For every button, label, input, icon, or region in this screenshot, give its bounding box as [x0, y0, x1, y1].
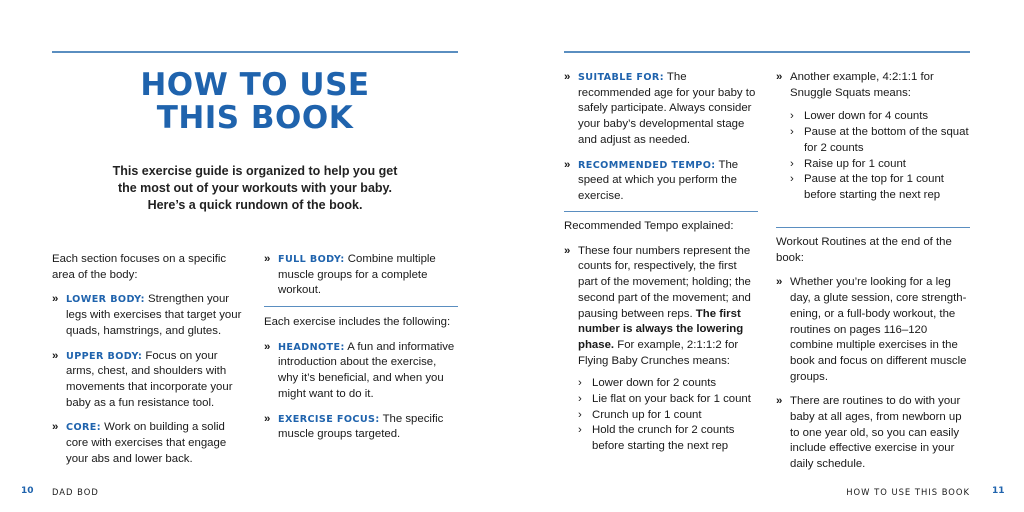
sections-intro: Each section focuses on a specific area of the body:	[52, 253, 227, 281]
section-item-core	[52, 420, 248, 467]
chevron-right-icon: ›	[790, 173, 794, 186]
page-number-right: 11	[992, 486, 1005, 496]
right-column-a-lower	[564, 219, 756, 455]
example2-step	[790, 157, 970, 173]
tempo-step	[578, 423, 756, 454]
right-column-b	[776, 70, 970, 204]
routines-heading: Workout Routines at the end of the book:	[776, 236, 952, 264]
example2-step	[790, 109, 970, 125]
bullet-icon: »	[564, 71, 571, 83]
example2-text: Another example, 4:2:1:1 for Snuggle Squats means:	[790, 71, 934, 99]
chevron-right-icon: ›	[790, 157, 794, 170]
divider-rule	[776, 227, 970, 228]
item-label: CORE:	[66, 422, 101, 434]
step-text: Pause at the bottom of the squat for 2 counts	[804, 126, 969, 154]
intro-paragraph: This exercise guide is organized to help you get the most out of your workouts with your baby. Here’s a quick rundown of the book.	[112, 164, 398, 212]
item-text: There are routines to do with your baby at all ages, from newborn up to one year old, so you can easily include effective exercise in your daily schedule.	[790, 395, 962, 471]
item-label: SUITABLE FOR:	[578, 72, 664, 83]
section-item-full-body	[264, 252, 458, 299]
item-text: Combine multiple muscle groups for a complete workout.	[278, 253, 436, 297]
item-text: Whether you’re looking for a leg day, a glute session, core strengthening, or a full-body workout, the routines on pages 116–120 combine multiple exercises in the book and focus on different muscle groups.	[790, 276, 967, 383]
bullet-icon: »	[264, 253, 271, 265]
chevron-right-icon: ›	[790, 110, 794, 123]
right-column-b-lower	[776, 235, 970, 482]
item-text: Strengthen your legs with exercises that target your quads, hamstrings, and glutes.	[66, 293, 242, 337]
example2-step	[790, 125, 970, 156]
chevron-right-icon: ›	[790, 126, 794, 139]
divider-rule	[264, 306, 458, 307]
chevron-right-icon: ›	[578, 377, 582, 390]
step-text: Lower down for 2 counts	[592, 377, 717, 390]
exercise-item-suitable-for	[564, 70, 756, 149]
item-label: HEADNOTE:	[278, 341, 345, 353]
page-number-left: 10	[21, 486, 34, 496]
routines-item	[776, 275, 970, 385]
chevron-right-icon: ›	[578, 408, 582, 421]
title-line-1: HOW TO USE	[140, 67, 370, 103]
exercise-intro: Each exercise includes the following:	[264, 316, 451, 328]
tempo-explanation	[564, 244, 756, 370]
tempo-heading: Recommended Tempo explained:	[564, 220, 734, 232]
step-text: Raise up for 1 count	[804, 157, 906, 170]
bullet-icon: »	[776, 395, 783, 408]
tempo-text: These four numbers represent the counts for, respectively, the first part of the movement; holding; the second part of the movement; and pausing between reps.	[578, 244, 751, 320]
item-label: UPPER BODY:	[66, 350, 143, 362]
chevron-right-icon: ›	[578, 393, 582, 406]
bullet-icon: »	[776, 276, 783, 289]
top-rule-left	[52, 51, 458, 53]
example2	[776, 70, 970, 101]
item-text: The speed at which you perform the exercise.	[578, 158, 739, 202]
running-head-left: DAD BOD	[52, 487, 99, 497]
bullet-icon: »	[776, 71, 783, 83]
item-text: Focus on your arms, chest, and shoulders with movements that incorporate your baby as a fun resistance tool.	[66, 349, 233, 409]
step-text: Hold the crunch for 2 counts before starting the next rep	[592, 424, 735, 453]
item-label: FULL BODY:	[278, 254, 345, 265]
chevron-right-icon: ›	[578, 424, 582, 437]
routines-item	[776, 394, 970, 473]
step-text: Lower down for 4 counts	[804, 110, 929, 123]
exercise-item-headnote	[264, 340, 458, 403]
item-text: The specific muscle groups targeted.	[278, 412, 444, 441]
left-column-a	[52, 252, 248, 476]
tempo-step	[578, 376, 756, 392]
tempo-step	[578, 392, 756, 408]
tempo-steps	[564, 376, 756, 455]
item-label: EXERCISE FOCUS:	[278, 413, 380, 425]
bullet-icon: »	[52, 421, 59, 434]
section-item-upper-body	[52, 349, 248, 412]
item-label: RECOMMENDED TEMPO:	[578, 159, 716, 171]
bullet-icon: »	[264, 412, 271, 425]
running-head-right: HOW TO USE THIS BOOK	[846, 487, 970, 497]
section-item-lower-body	[52, 292, 248, 339]
item-label: LOWER BODY:	[66, 294, 145, 306]
left-column-b-lower	[264, 315, 458, 452]
bullet-icon: »	[52, 293, 59, 306]
left-column-b	[264, 252, 458, 308]
example2-step	[790, 172, 970, 203]
step-text: Lie flat on your back for 1 count	[592, 393, 751, 406]
bullet-icon: »	[564, 158, 571, 171]
item-text: The recommended age for your baby to safely participate. Always consider your baby’s developmental stage and adjust as needed.	[578, 71, 756, 146]
top-rule-right	[564, 51, 970, 53]
page-title	[52, 69, 458, 135]
tempo-step	[578, 408, 756, 424]
bullet-icon: »	[264, 340, 271, 353]
item-text: A fun and informative introduction about the exercise, why it’s beneficial, and when you might want to do it.	[278, 340, 455, 400]
step-text: Pause at the top for 1 count before starting the next rep	[804, 173, 944, 201]
tempo-example: For example, 2:1:1:2 for Flying Baby Crunches means:	[578, 338, 739, 367]
step-text: Crunch up for 1 count	[592, 408, 702, 421]
item-text: Work on building a solid core with exercises that engage your abs and lower back.	[66, 421, 227, 465]
divider-rule	[564, 211, 758, 212]
bullet-icon: »	[52, 349, 59, 362]
exercise-item-focus	[264, 412, 458, 443]
title-line-2: THIS BOOK	[156, 100, 354, 136]
bullet-icon: »	[564, 244, 571, 257]
example2-steps	[776, 109, 970, 203]
right-column-a	[564, 70, 756, 214]
exercise-item-tempo	[564, 158, 756, 205]
tempo-bold: The first number is always the lowering phase.	[578, 307, 744, 351]
